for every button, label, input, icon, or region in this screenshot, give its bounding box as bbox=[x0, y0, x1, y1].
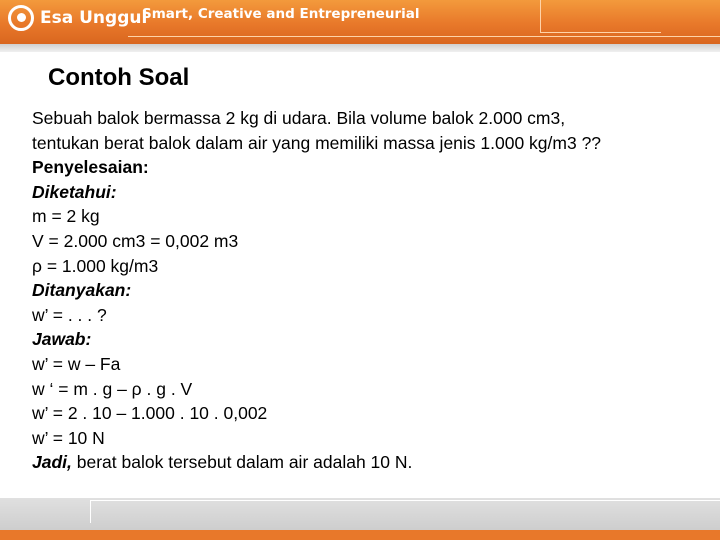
university-logo bbox=[8, 4, 147, 32]
known-heading: Diketahui: bbox=[32, 181, 117, 202]
slide-title: Contoh Soal bbox=[48, 64, 190, 91]
known-density: ρ = 1.000 kg/m3 bbox=[32, 255, 159, 276]
known-mass: m = 2 kg bbox=[32, 206, 100, 227]
solution-heading: Penyelesaian: bbox=[32, 157, 149, 178]
footer-frame bbox=[90, 500, 720, 523]
logo-text: Esa Unggul bbox=[40, 8, 148, 28]
answer-result: w’ = 10 N bbox=[32, 427, 105, 448]
university-logo-icon bbox=[8, 5, 34, 31]
problem-line-2: tentukan berat balok dalam air yang memiliki massa jenis 1.000 kg/m3 ?? bbox=[32, 132, 602, 153]
answer-heading: Jawab: bbox=[32, 329, 92, 350]
slide-body bbox=[32, 106, 702, 475]
problem-line-1: Sebuah balok bermassa 2 kg di udara. Bila volume balok 2.000 cm3, bbox=[32, 108, 566, 128]
conclusion-line bbox=[32, 450, 702, 475]
answer-step-3: w’ = 2 . 10 – 1.000 . 10 . 0,002 bbox=[32, 403, 268, 424]
answer-step-1: w’ = w – Fa bbox=[32, 353, 121, 374]
asked-heading: Ditanyakan: bbox=[32, 280, 132, 301]
frame-top bbox=[0, 44, 720, 52]
asked-value: w’ = . . . ? bbox=[32, 304, 107, 325]
answer-step-2: w ‘ = m . g – ρ . g . V bbox=[32, 378, 193, 399]
conclusion-label: Jadi, bbox=[32, 452, 72, 473]
conclusion-text: berat balok tersebut dalam air adalah 10 N. bbox=[71, 452, 413, 473]
tagline: Smart, Creative and Entrepreneurial bbox=[142, 6, 420, 22]
known-volume: V = 2.000 cm3 = 0,002 m3 bbox=[32, 230, 239, 251]
header-banner bbox=[0, 0, 720, 44]
header-corner-box bbox=[540, 0, 661, 33]
footer-bar bbox=[0, 530, 720, 540]
